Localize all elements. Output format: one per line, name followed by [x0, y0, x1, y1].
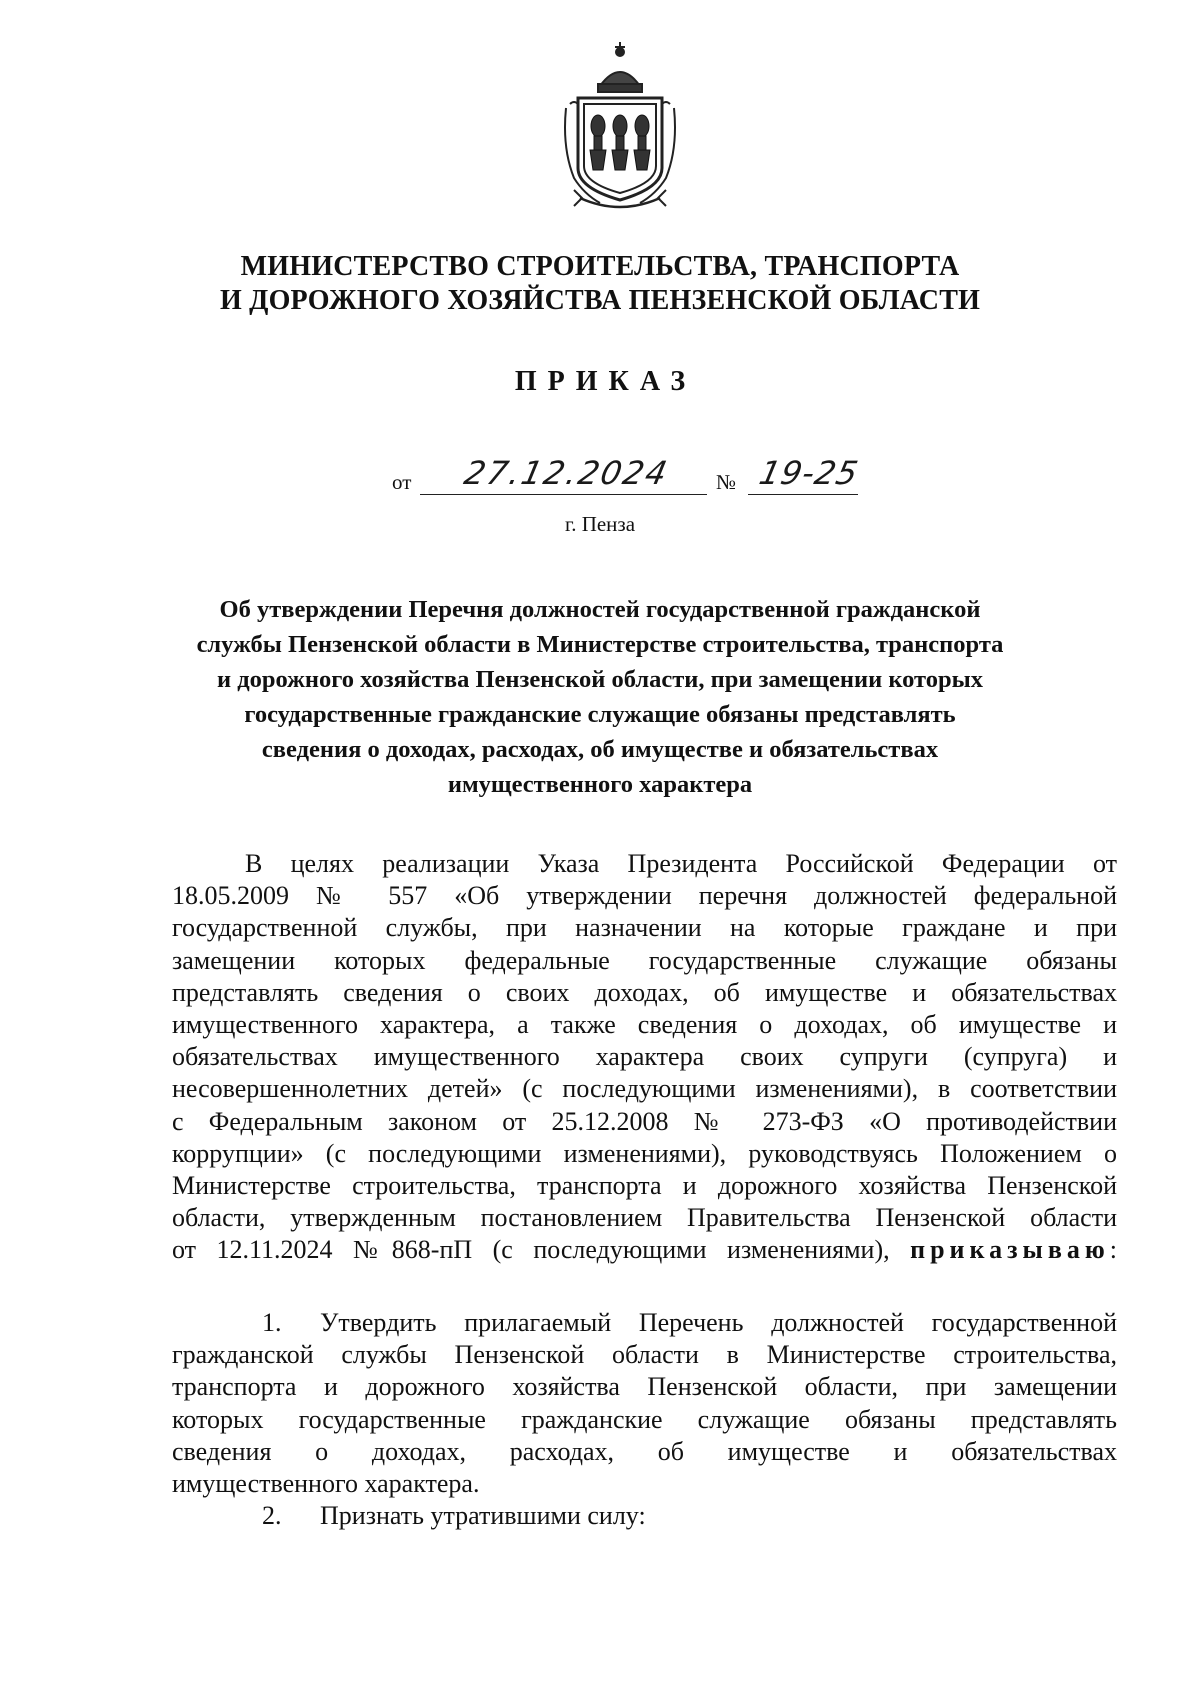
- item-number: 1.: [262, 1308, 282, 1337]
- item-2-line: [172, 1500, 1117, 1532]
- item-1-line: транспорта и дорожного хозяйства Пензенской области, при замещении: [172, 1372, 1117, 1402]
- preamble-line: с Федеральным законом от 25.12.2008 № 273-ФЗ «О противодействии: [172, 1106, 1117, 1136]
- item-text: Утвердить прилагаемый Перечень должностей государственной: [320, 1308, 1117, 1337]
- date-number-line: [0, 454, 1200, 500]
- item-1-line: имущественного характера.: [172, 1468, 480, 1498]
- number-label: №: [716, 470, 737, 494]
- handwritten-date: 27.12.2024: [460, 454, 673, 492]
- item-text: Признать утратившими силу:: [320, 1501, 646, 1531]
- item-1-line: сведения о доходах, расходах, об имуществе и обязательствах: [172, 1436, 1117, 1466]
- date-label: от: [392, 470, 412, 494]
- item-1-line: которых государственные гражданские служащие обязаны представлять: [172, 1404, 1117, 1434]
- preamble-line: обязательствах имущественного характера своих супруги (супруга) и: [172, 1042, 1117, 1072]
- preamble-line: области, утвержденным постановлением Правительства Пензенской области: [172, 1203, 1117, 1233]
- coat-of-arms-emblem: [560, 38, 680, 213]
- ministry-line-1: МИНИСТЕРСТВО СТРОИТЕЛЬСТВА, ТРАНСПОРТА: [240, 251, 960, 282]
- handwritten-number: 19-25: [755, 454, 863, 492]
- subject-line: сведения о доходах, расходах, об имуществе и обязательствах: [261, 736, 939, 763]
- item-1-line: гражданской службы Пензенской области в Министерстве строительства,: [172, 1340, 1117, 1370]
- preamble-line: В целях реализации Указа Президента Российской Федерации от: [245, 849, 1117, 878]
- preamble-line: замещении которых федеральные государственные служащие обязаны: [172, 945, 1117, 975]
- subject-heading: [150, 592, 1050, 802]
- preamble-line: 18.05.2009 № 557 «Об утверждении перечня должностей федеральной: [172, 881, 1117, 911]
- order-word: приказываю: [910, 1235, 1110, 1265]
- ministry-line-2: И ДОРОЖНОГО ХОЗЯЙСТВА ПЕНЗЕНСКОЙ ОБЛАСТИ: [219, 285, 981, 316]
- number-field: [748, 454, 863, 495]
- subject-line: Об утверждении Перечня должностей государственной гражданской: [219, 596, 981, 623]
- subject-line: имущественного характера: [447, 771, 753, 798]
- order-items: [172, 1307, 1117, 1532]
- subject-line: государственные гражданские служащие обязаны представлять: [244, 701, 956, 728]
- subject-line: и дорожного хозяйства Пензенской области, при замещении которых: [216, 666, 984, 693]
- preamble-last-text: от 12.11.2024 №868-пП (с последующими изменениями),: [172, 1235, 890, 1265]
- preamble-line: коррупции» (с последующими изменениями), руководствуясь Положением о: [172, 1138, 1117, 1168]
- preamble-line: имущественного характера, а также сведения о доходах, об имуществе и: [172, 1009, 1117, 1039]
- preamble-line: несовершеннолетних детей» (с последующими изменениями), в соответствии: [172, 1074, 1117, 1104]
- preamble-line: Министерстве строительства, транспорта и дорожного хозяйства Пензенской: [172, 1170, 1117, 1200]
- order-colon: :: [1109, 1235, 1117, 1265]
- ministry-heading: [0, 250, 1200, 318]
- item-number: 2.: [262, 1501, 282, 1531]
- preamble-line: представлять сведения о своих доходах, об имуществе и обязательствах: [172, 977, 1117, 1007]
- city-label: г. Пенза: [564, 512, 636, 536]
- item-1-line: [172, 1307, 1117, 1339]
- preamble-last-line: [172, 1234, 1117, 1266]
- document-type-title: ПРИКАЗ: [514, 366, 697, 397]
- preamble-paragraph: [172, 848, 1117, 1266]
- preamble-line: государственной службы, при назначении на которые граждане и при: [172, 913, 1117, 943]
- subject-line: службы Пензенской области в Министерстве строительства, транспорта: [196, 631, 1004, 658]
- date-field: [420, 454, 707, 495]
